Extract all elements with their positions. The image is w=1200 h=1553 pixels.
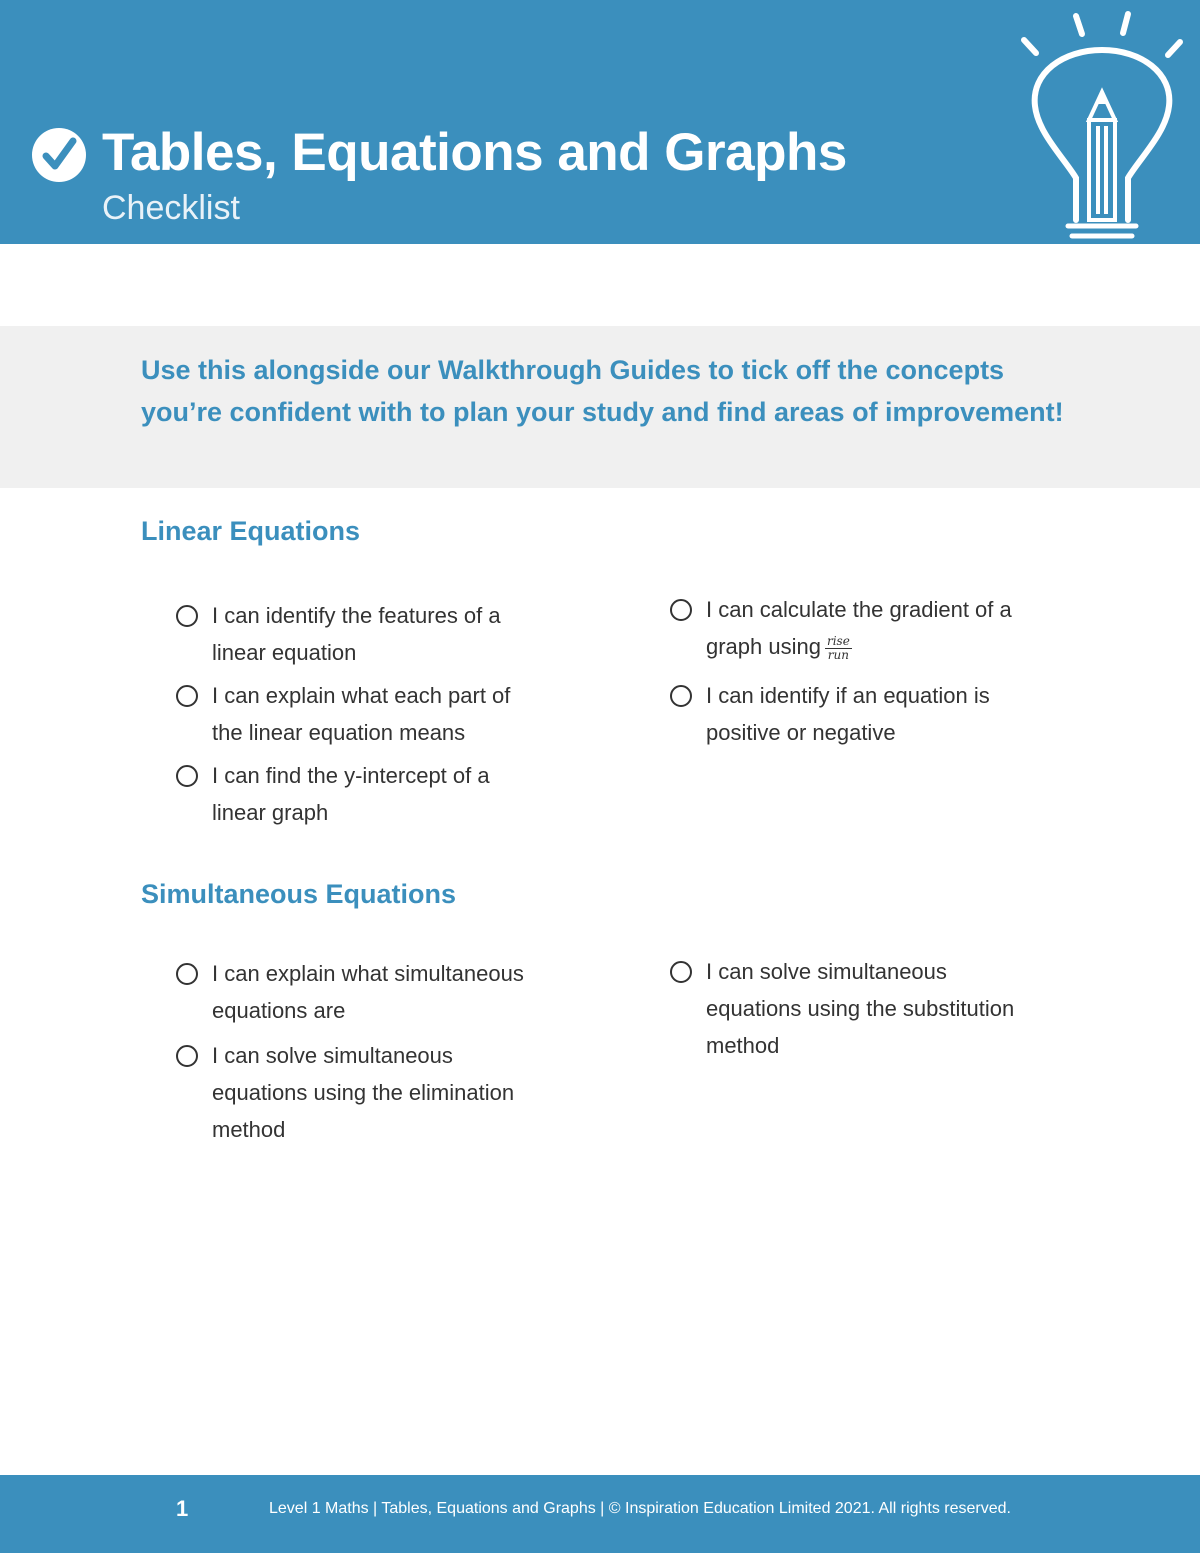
checkbox-circle[interactable] bbox=[176, 1045, 198, 1067]
checklist-item[interactable]: I can identify the features of a linear equation bbox=[212, 597, 501, 671]
checklist-item[interactable]: I can calculate the gradient of a graph using $\frac{\text{rise}}{\text{run}}$ bbox=[706, 591, 1012, 665]
section-heading-linear: Linear Equations bbox=[141, 516, 361, 546]
checklist-item[interactable]: I can solve simultaneous equations using the substitution method bbox=[706, 953, 1014, 1064]
checklist-item[interactable]: I can explain what simultaneous equations are bbox=[212, 955, 524, 1029]
page-title: Tables, Equations and Graphs bbox=[102, 123, 847, 182]
page-number: 1 bbox=[176, 1496, 189, 1521]
checkbox-circle[interactable] bbox=[670, 685, 692, 707]
checkbox-circle[interactable] bbox=[176, 605, 198, 627]
checkbox-circle[interactable] bbox=[176, 963, 198, 985]
page-subtitle: Checklist bbox=[102, 189, 240, 227]
check-circle-icon bbox=[31, 127, 87, 183]
intro-text: Use this alongside our Walkthrough Guides to tick off the concepts you’re confident with to plan your study and find areas of improvement! bbox=[141, 355, 1064, 427]
checkbox-circle[interactable] bbox=[670, 599, 692, 621]
checklist-item[interactable]: I can solve simultaneous equations using the elimination method bbox=[212, 1037, 514, 1148]
checkbox-circle[interactable] bbox=[670, 961, 692, 983]
lightbulb-pencil-icon bbox=[1010, 8, 1200, 244]
checklist-item[interactable]: I can explain what each part of the linear equation means bbox=[212, 677, 510, 751]
checklist-item[interactable]: I can find the y-intercept of a linear graph bbox=[212, 757, 490, 831]
checklist-item[interactable]: I can identify if an equation is positive or negative bbox=[706, 677, 990, 751]
footer-copyright: Level 1 Maths | Tables, Equations and Graphs | © Inspiration Education Limited 2021. All rights reserved. bbox=[269, 1500, 1011, 1517]
checkbox-circle[interactable] bbox=[176, 685, 198, 707]
section-heading-simultaneous: Simultaneous Equations bbox=[141, 879, 457, 909]
rise-over-run-fraction: $\frac{\text{rise}}{\text{run}}$ bbox=[826, 633, 850, 662]
checkbox-circle[interactable] bbox=[176, 765, 198, 787]
